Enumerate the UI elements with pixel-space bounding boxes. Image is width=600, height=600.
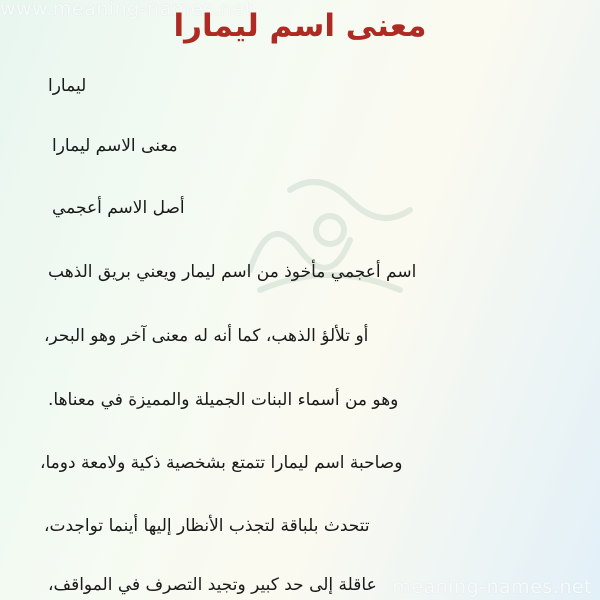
text-line-4: وصاحبة اسم ليمارا تتمتع بشخصية ذكية ولامعة دوما، [40, 453, 403, 473]
text-line-meaning-heading: معنى الاسم ليمارا [52, 136, 178, 156]
text-line-5: تتحدث بلباقة لتجذب الأنظار إليها أينما تواجدت، [44, 516, 370, 536]
watermark-bottom: meaning-names.net [392, 576, 592, 598]
watermark-top: www.meaning-names.net [0, 0, 253, 20]
text-line-origin: أصل الاسم أعجمي [52, 198, 185, 218]
text-line-1: اسم أعجمي مأخوذ من اسم ليمار ويعني بريق الذهب [48, 262, 417, 282]
text-line-name: ليمارا [48, 76, 87, 96]
text-line-2: أو تلألؤ الذهب، كما أنه له معنى آخر وهو البحر، [44, 326, 369, 346]
text-line-3: وهو من أسماء البنات الجميلة والمميزة في معناها. [48, 390, 399, 410]
text-line-6: عاقلة إلى حد كبير وتجيد التصرف في المواقف، [48, 575, 377, 595]
page-title: معنى اسم ليمارا [173, 8, 427, 44]
